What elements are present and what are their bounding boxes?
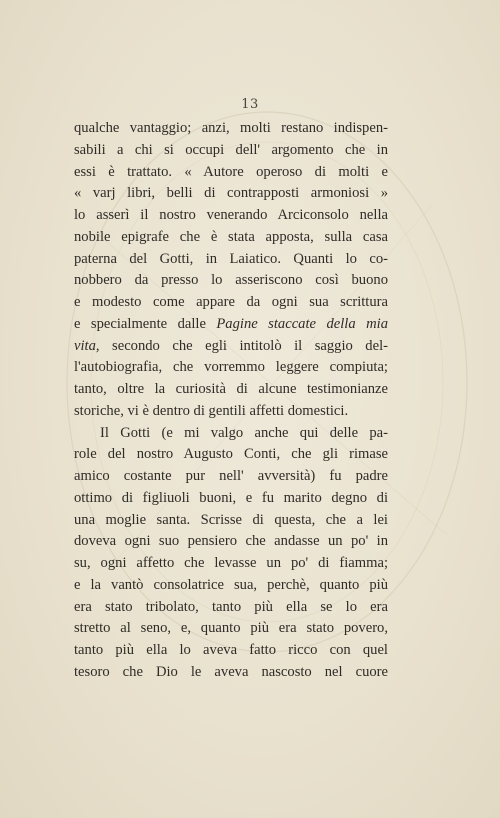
page-number: 13 bbox=[241, 97, 259, 112]
text-line: e specialmente dalle Pagine staccate della mia bbox=[74, 315, 388, 332]
text-line: tanto, oltre la curiosità di alcune testimonianze bbox=[74, 381, 388, 397]
text-line: paterna del Gotti, in Laiatico. Quanti lo co- bbox=[74, 250, 388, 267]
text-line: essi è trattato. « Autore operoso di molti e bbox=[74, 163, 388, 180]
text-line: ottimo di figliuoli buoni, e fu marito degno di bbox=[74, 489, 388, 506]
text-line: qualche vantaggio; anzi, molti restano indispen- bbox=[74, 120, 388, 136]
text-line: l'autobiografia, che vorremmo leggere compiuta; bbox=[74, 359, 388, 376]
text-line: « varj libri, belli di contrapposti armoniosi » bbox=[74, 185, 388, 202]
text-line: una moglie santa. Scrisse di questa, che a lei bbox=[74, 511, 388, 528]
italic-title: vita, bbox=[74, 337, 100, 354]
text-line: Il Gotti (e mi valgo anche qui delle pa- bbox=[100, 424, 388, 441]
text-line: lo asserì il nostro venerando Arciconsolo nella bbox=[74, 207, 388, 223]
text-line: tesoro che Dio le aveva nascosto nel cuore bbox=[74, 663, 388, 680]
text-line: e modesto come appare da ogni sua scrittura bbox=[74, 294, 388, 310]
text-line: amico costante pur nell' avversità) fu padre bbox=[74, 468, 388, 484]
text-line: tanto più ella lo aveva fatto ricco con quel bbox=[74, 642, 388, 658]
text-line: doveva ogni suo pensiero che andasse un po' in bbox=[74, 533, 388, 550]
text-line: storiche, vi è dentro di gentili affetti domestici. bbox=[74, 402, 349, 419]
text-line: sabili a chi si occupi dell' argomento che in bbox=[74, 141, 388, 158]
body-text bbox=[74, 118, 388, 684]
text-line: e la vantò consolatrice sua, perchè, quanto più bbox=[74, 576, 388, 593]
italic-title: Pagine staccate della mia bbox=[216, 315, 388, 332]
text-line: nobile epigrafe che è stata apposta, sulla casa bbox=[74, 228, 388, 245]
text-line: stretto al seno, e, quanto più era stato povero, bbox=[74, 620, 388, 637]
text-line: nobbero da presso lo asseriscono così buono bbox=[74, 272, 388, 289]
text-line: era stato tribolato, tanto più ella se lo era bbox=[74, 598, 388, 615]
text-line: vita, secondo che egli intitolò il saggio del- bbox=[74, 337, 388, 354]
text-line: su, ogni affetto che levasse un po' di fiamma; bbox=[74, 555, 388, 571]
text-line: role del nostro Augusto Conti, che gli rimase bbox=[74, 446, 388, 463]
